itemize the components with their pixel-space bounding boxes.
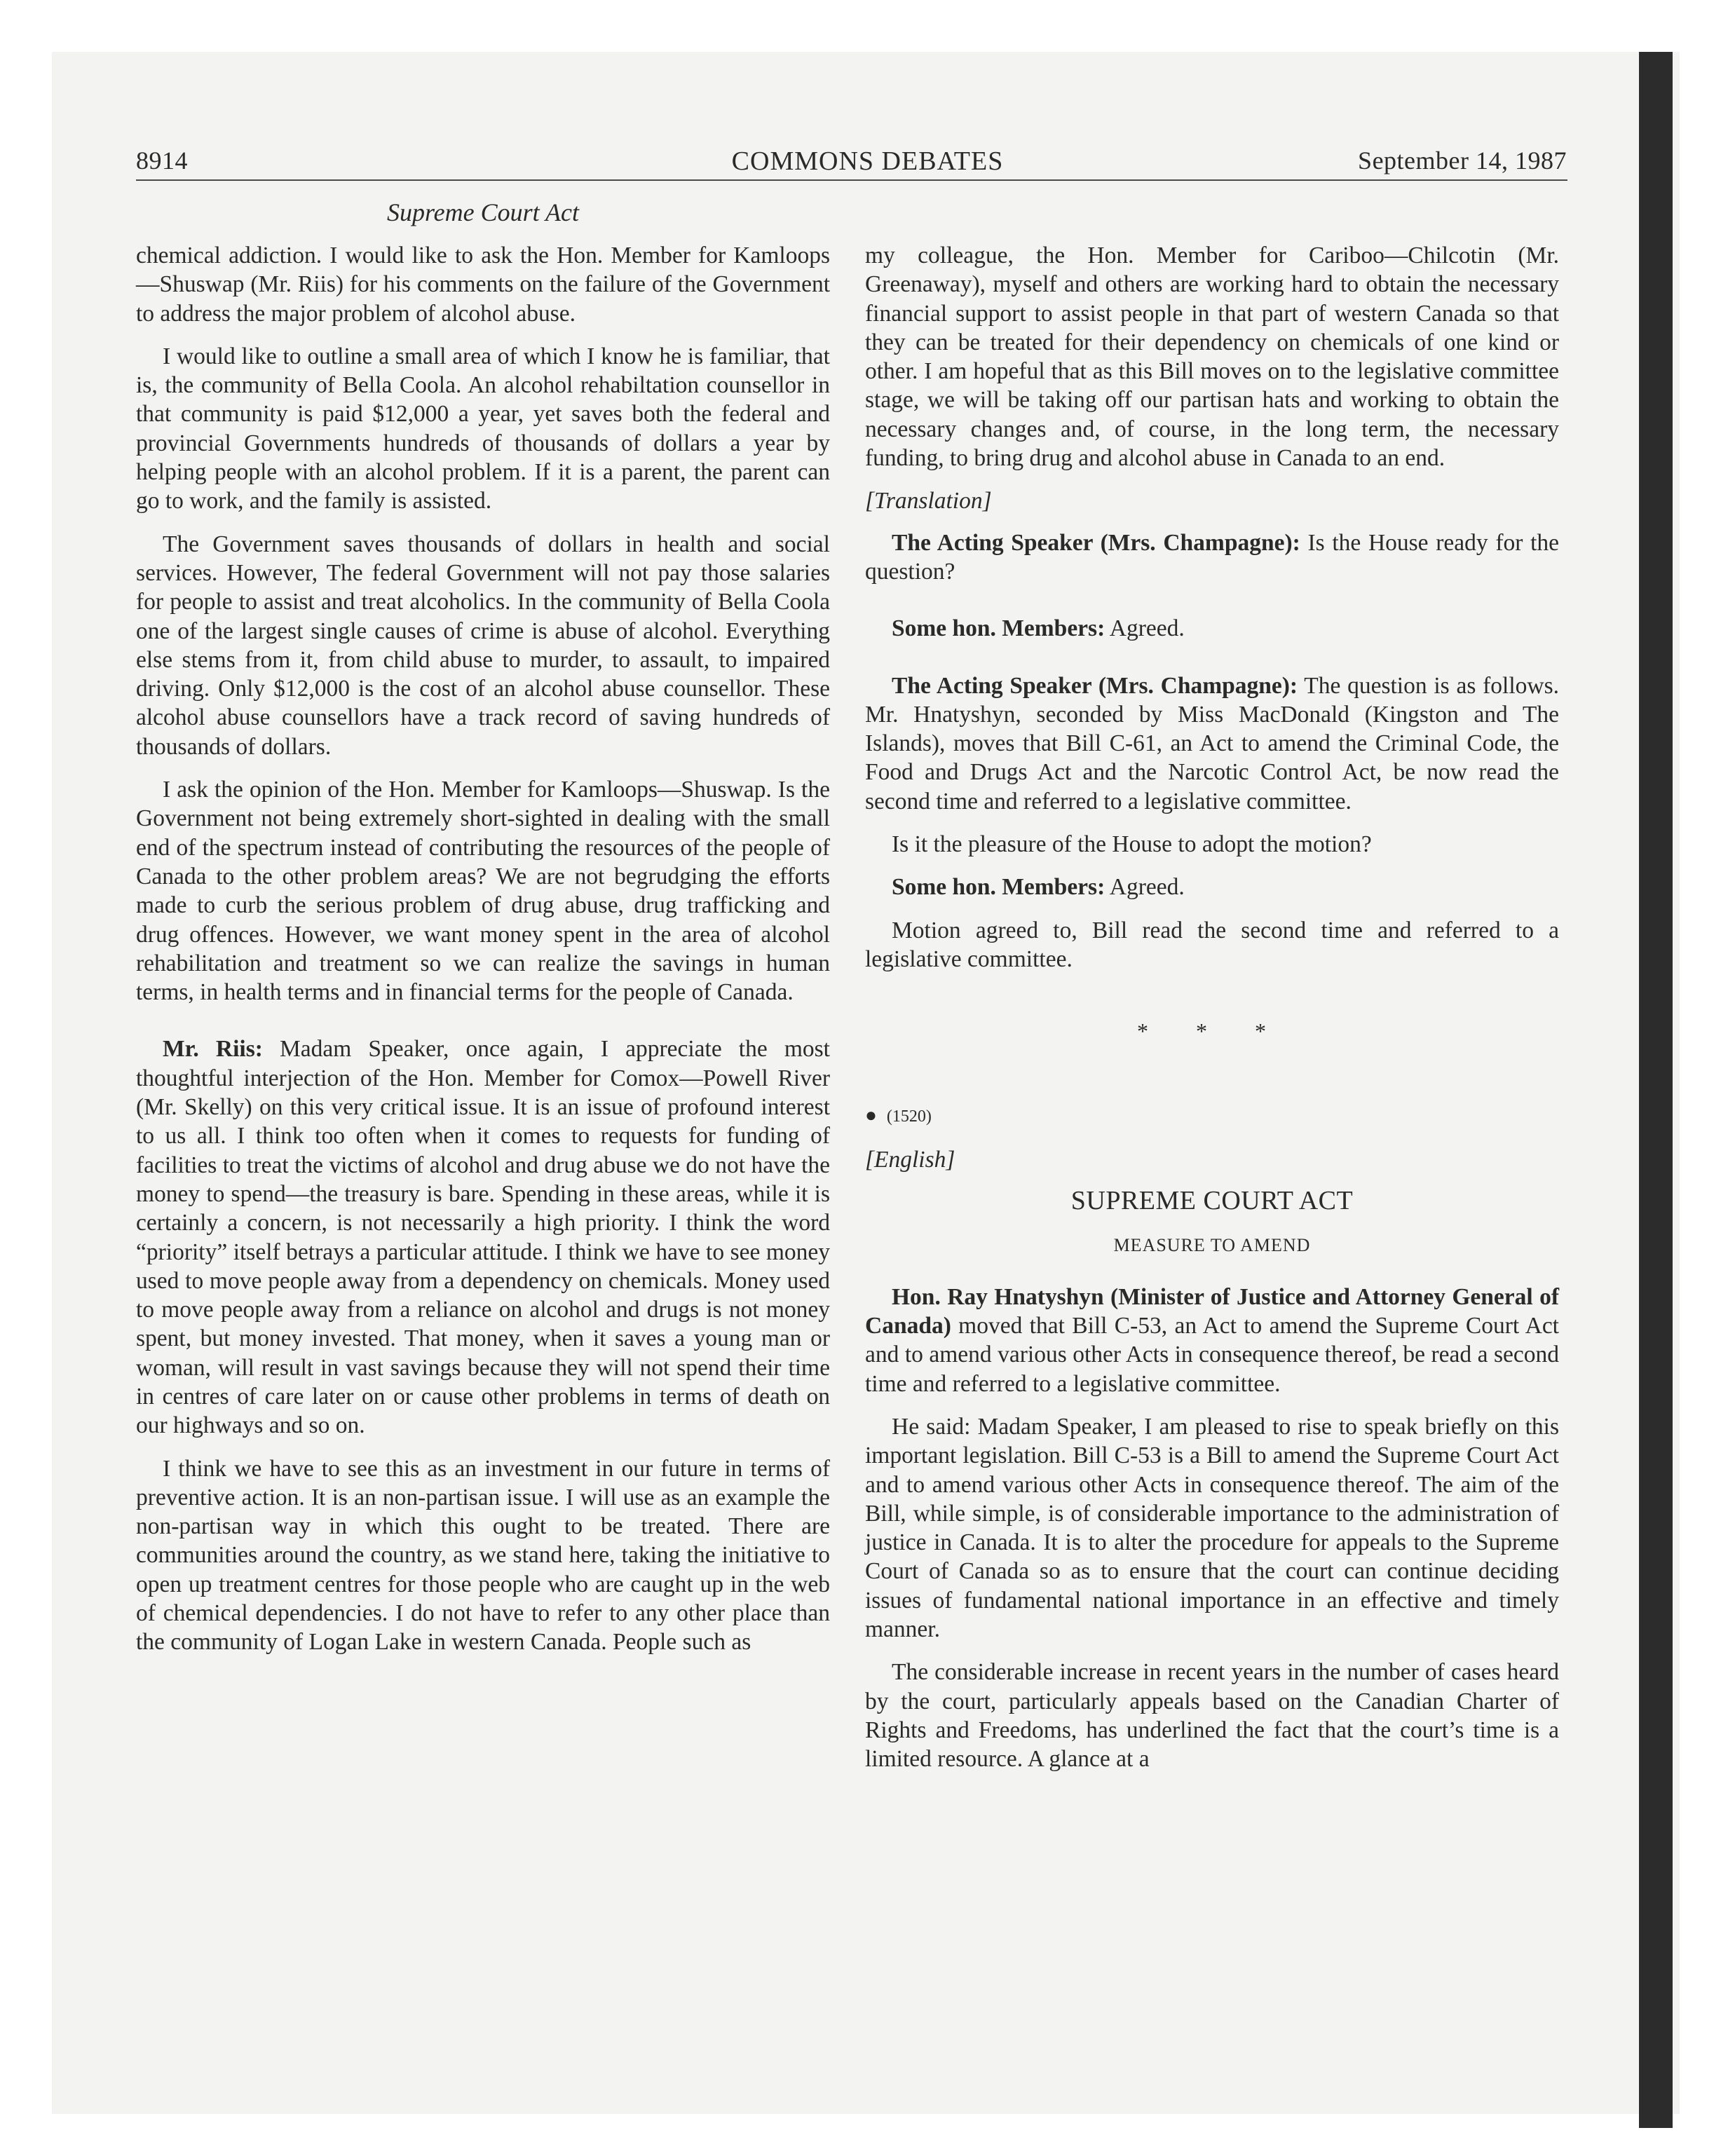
speech-text: The question is as follows. Mr. Hnatyshyn, seconded by Miss MacDonald (Kingston and The Islands), moves that Bill C-61, an Act to amend the Criminal Code, the Food and Drugs Act and the Narcotic Control Act, be now read the second time and referred to a legislative committee. xyxy=(865,672,1560,814)
english-marker: [English] xyxy=(865,1146,955,1173)
speech-paragraph xyxy=(865,614,1559,643)
publication-date: September 14, 1987 xyxy=(1358,146,1567,175)
speech-text: Is the House ready for the question? xyxy=(865,529,1559,585)
speaker-name: Hon. Ray Hnatyshyn (Minister of Justice and Attorney General of Canada) xyxy=(865,1283,1559,1339)
paragraph: chemical addiction. I would like to ask the Hon. Member for Kamloops—Shuswap (Mr. Riis) for his comments on the failure of the Government to address the major problem of alcohol abuse. xyxy=(136,243,830,327)
speaker-name: Some hon. Members: xyxy=(892,615,1105,642)
right-column xyxy=(865,241,1559,1787)
speech-paragraph xyxy=(136,1035,830,1440)
speech-text: Agreed. xyxy=(1105,874,1185,901)
speaker-name: Some hon. Members: xyxy=(892,874,1105,901)
speech-paragraph xyxy=(865,671,1559,816)
section-subtitle: MEASURE TO AMEND xyxy=(1113,1235,1311,1256)
paragraph: The considerable increase in recent years in the number of cases heard by the court, particularly appeals based on the Canadian Charter of Rights and Freedoms, has underlined the fact that the court’s time is a limited resource. A glance at a xyxy=(865,1659,1559,1773)
speaker-name: The Acting Speaker (Mrs. Champagne): xyxy=(892,529,1300,556)
page-number: 8914 xyxy=(136,146,188,175)
paragraph: The Government saves thousands of dollars in health and social services. However, The federal Government will not pay those salaries for people to assist and treat alcoholics. In the community of Bella Coola one of the largest single causes of crime is abuse of alcohol. Everything else stems from it, from child abuse to murder, to assault, to impaired driving. Only $12,000 is the cost of an alcohol abuse counsellor. These alcohol abuse counsellors have a track record of saving hundreds of thousands of dollars. xyxy=(136,531,830,760)
bullet-icon: ● xyxy=(865,1104,877,1126)
speaker-name: Mr. Riis: xyxy=(163,1036,263,1063)
paragraph: Is it the pleasure of the House to adopt the motion? xyxy=(892,831,1372,858)
paragraph: I ask the opinion of the Hon. Member for Kamloops—Shuswap. Is the Government not being extremely short-sighted in dealing with the small end of the spectrum instead of contributing the resources of the people of Canada to the other problem areas? We are not begrudging the efforts made to curb the serious problem of drug abuse, drug trafficking and drug offences. However, we want money spent in the area of alcohol rehabilitation and treatment so we can realize the savings in human terms, in health terms and in financial terms for the people of Canada. xyxy=(136,777,830,1006)
timestamp-text: (1520) xyxy=(886,1107,932,1126)
left-column xyxy=(136,241,830,1671)
speech-paragraph xyxy=(865,528,1559,587)
paragraph: my colleague, the Hon. Member for Cariboo—Chilcotin (Mr. Greenaway), myself and others are working hard to obtain the necessary financial support to assist people in that part of western Canada so that they can be treated for their dependency on chemicals of one kind or other. I am hopeful that as this Bill moves on to the legislative committee stage, we will be taking off our partisan hats and working to obtain the necessary changes and, of course, in the long term, the necessary funding, to bring drug and alcohol abuse in Canada to an end. xyxy=(865,243,1559,472)
header-rule xyxy=(136,179,1567,181)
section-title: SUPREME COURT ACT xyxy=(1070,1186,1354,1216)
speaker-name: The Acting Speaker (Mrs. Champagne): xyxy=(892,672,1298,699)
speech-paragraph xyxy=(865,1283,1559,1398)
running-head: Supreme Court Act xyxy=(387,198,579,226)
paragraph: I would like to outline a small area of which I know he is familiar, that is, the community of Bella Coola. An alcohol rehabiltation counsellor in that community is paid $12,000 a year, yet saves both the federal and provincial Governments hundreds of thousands of dollars a year by helping people with an alcohol problem. If it is a parent, the parent can go to work, and the family is assisted. xyxy=(136,343,830,514)
translation-marker: [Translation] xyxy=(865,488,992,514)
speech-text: Madam Speaker, once again, I appreciate the most thoughtful interjection of the Hon. Member for Comox—Powell River (Mr. Skelly) on this very critical issue. It is an issue of profound interest to us all. I think too often when it comes to requests for funding of facilities to treat the victims of alcohol and drug abuse we do not have the money to spend—the treasury is bare. Spending in these areas, while it is certainly a concern, is not necessarily a high priority. I think the word “priority” itself betrays a particular attitude. I think we have to see money used to move people away from a dependency on chemicals. Money used to move people away from a reliance on alcohol and drugs is not money spent, but money invested. That money, when it saves a young man or woman, will result in vast savings because they will not spend their time in centres of care later on or cause other problems in terms of death on our highways and so on. xyxy=(136,1036,830,1439)
speech-text: moved that Bill C-53, an Act to amend the Supreme Court Act and to amend various other Acts in consequence thereof, be read a second time and referred to a legislative committee. xyxy=(865,1313,1559,1397)
section-separator: * * * xyxy=(1137,1018,1287,1044)
paragraph: He said: Madam Speaker, I am pleased to rise to speak briefly on this important legislation. Bill C-53 is a Bill to amend the Supreme Court Act and to amend various other Acts in consequence thereof. The aim of the Bill, while simple, is of considerable importance to the administration of justice in Canada. It is to alter the procedure for appeals to the Supreme Court of Canada so as to ensure that the court can continue deciding issues of fundamental national importance in an effective and timely manner. xyxy=(865,1413,1559,1642)
speech-text: Agreed. xyxy=(1105,615,1185,642)
paragraph: Motion agreed to, Bill read the second time and referred to a legislative committee. xyxy=(865,917,1559,972)
publication-title: COMMONS DEBATES xyxy=(731,146,1004,176)
paragraph: I think we have to see this as an investment in our future in terms of preventive action. It is an non-partisan issue. I will use as an example the non-partisan way in which this ought to be treated. There are communities around the country, as we stand here, taking the initiative to open up treatment centres for those people who are caught up in the web of chemical dependencies. I do not have to refer to any other place than the community of Logan Lake in western Canada. People such as xyxy=(136,1455,830,1656)
scan-edge-bar xyxy=(1639,52,1673,2128)
speech-paragraph xyxy=(865,873,1559,901)
timestamp xyxy=(865,1101,1559,1131)
